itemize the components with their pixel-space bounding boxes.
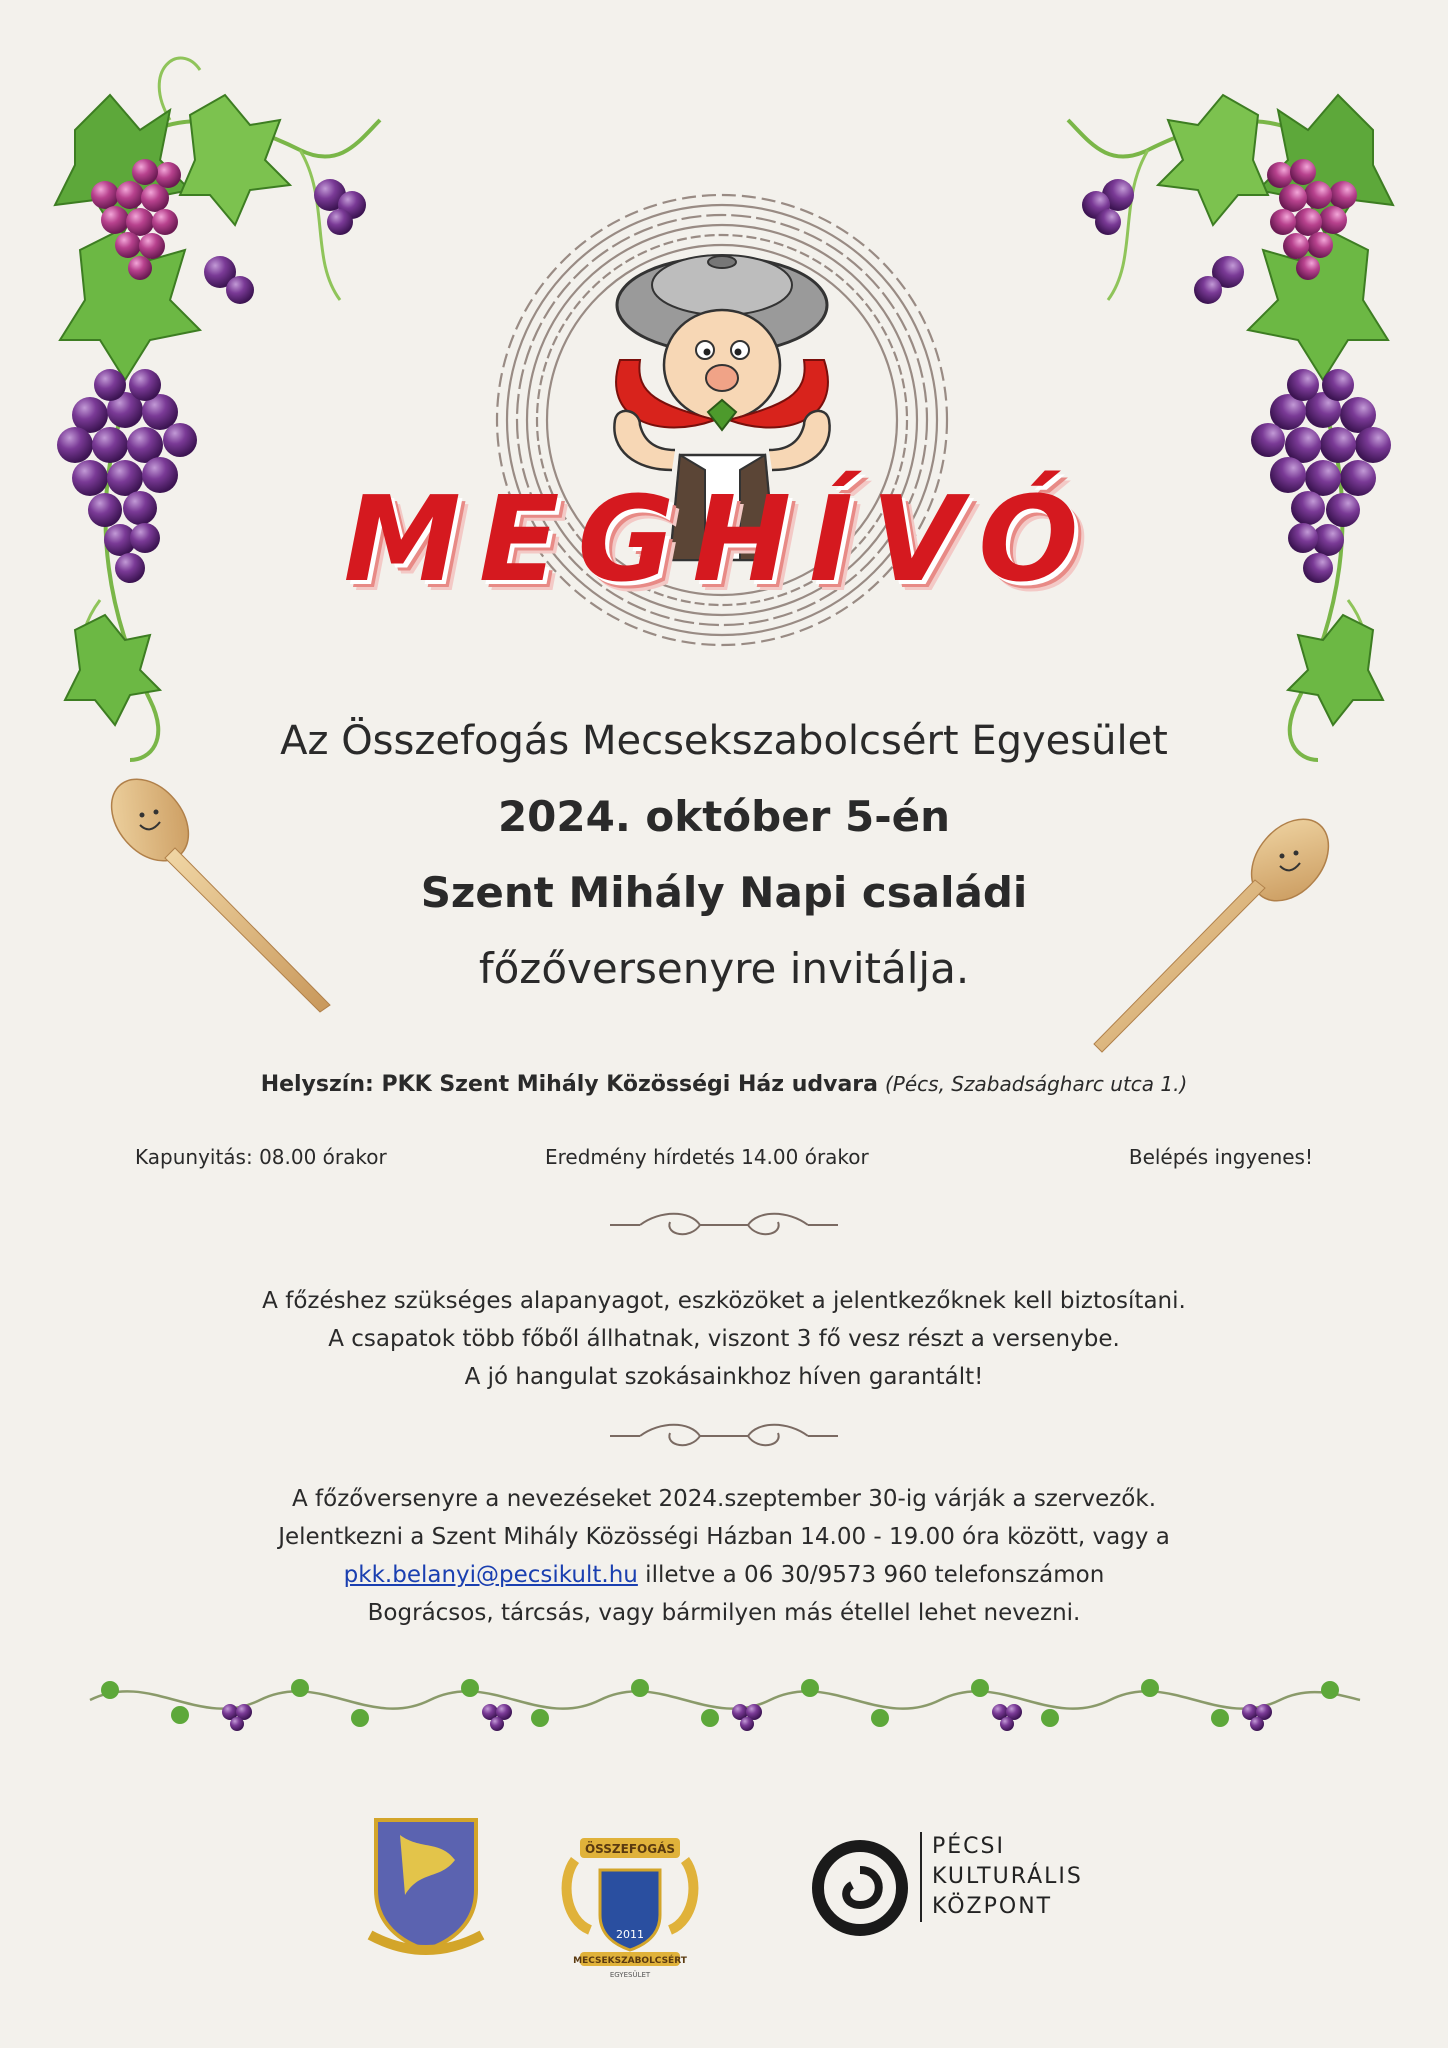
wooden-spoon-right-icon [1094,804,1344,1052]
registration-line-4: Bográcsos, tárcsás, vagy bármilyen más étellel lehet nevezni. [367,1600,1081,1626]
organizer-line: Az Összefogás Mecsekszabolcsért Egyesület [280,718,1168,764]
venue-label: Helyszín: PKK Szent Mihály Közösségi Ház udvara [260,1072,878,1097]
email-link[interactable]: pkk.belanyi@pecsikult.hu [343,1562,638,1588]
venue-line [0,1072,1448,1097]
egyesulet-name-text: MECSEKSZABOLCSÉRT [573,1956,687,1966]
registration-line-2: Jelentkezni a Szent Mihály Közösségi Házban 14.00 - 19.00 óra között, vagy a [278,1524,1170,1550]
egyesulet-crest-icon [567,1838,694,1979]
invitation-title: MEGHÍVÓ [343,470,1097,608]
registration-line-3 [0,1556,1448,1594]
grape-vine-border-icon [90,1679,1360,1731]
gate-time: Kapunyitás: 08.00 órakor [135,1145,387,1169]
pkk-logo-line-1: PÉCSI [932,1834,1005,1859]
result-time: Eredmény hírdetés 14.00 órakor [545,1145,869,1169]
venue-address: (Pécs, Szabadságharc utca 1.) [885,1072,1188,1096]
grape-vine-left-icon [55,58,380,760]
rules-line-2: A csapatok több főből állhatnak, viszont 3 fő vesz részt a versenybe. [328,1326,1120,1352]
rules-paragraph [0,1282,1448,1396]
egyesulet-banner-text: ÖSSZEFOGÁS [584,1842,676,1856]
pkk-swirl-logo-icon [818,1846,902,1930]
mecsekszabolcs-crest-icon [370,1820,482,1950]
egyesulet-year-text: 2011 [616,1928,644,1941]
ornament-divider-1-icon [610,1214,838,1234]
pkk-logo-text [920,1832,1083,1922]
rules-line-1: A főzéshez szükséges alapanyagot, eszközöket a jelentkezőknek kell biztosítani. [262,1288,1186,1314]
rules-line-3: A jó hangulat szokásainkhoz híven garantált! [464,1364,984,1390]
event-date: 2024. október 5-én [497,792,951,841]
event-name: Szent Mihály Napi családi [420,868,1028,917]
entry-free: Belépés ingyenes! [1128,1145,1313,1169]
grape-vine-right-icon [1068,95,1393,760]
registration-line-1: A főzőversenyre a nevezéseket 2024.szeptember 30-ig várják a szervezők. [291,1486,1157,1512]
pkk-logo-line-3: KÖZPONT [932,1894,1053,1919]
phone-text: illetve a 06 30/9573 960 telefonszámon [637,1562,1105,1588]
event-invite-line: főzőversenyre invitálja. [478,944,970,993]
registration-paragraph [0,1480,1448,1632]
ornament-divider-2-icon [610,1425,838,1445]
egyesulet-sub-text: EGYESÜLET [609,1971,651,1979]
pkk-logo-line-2: KULTURÁLIS [932,1864,1083,1889]
